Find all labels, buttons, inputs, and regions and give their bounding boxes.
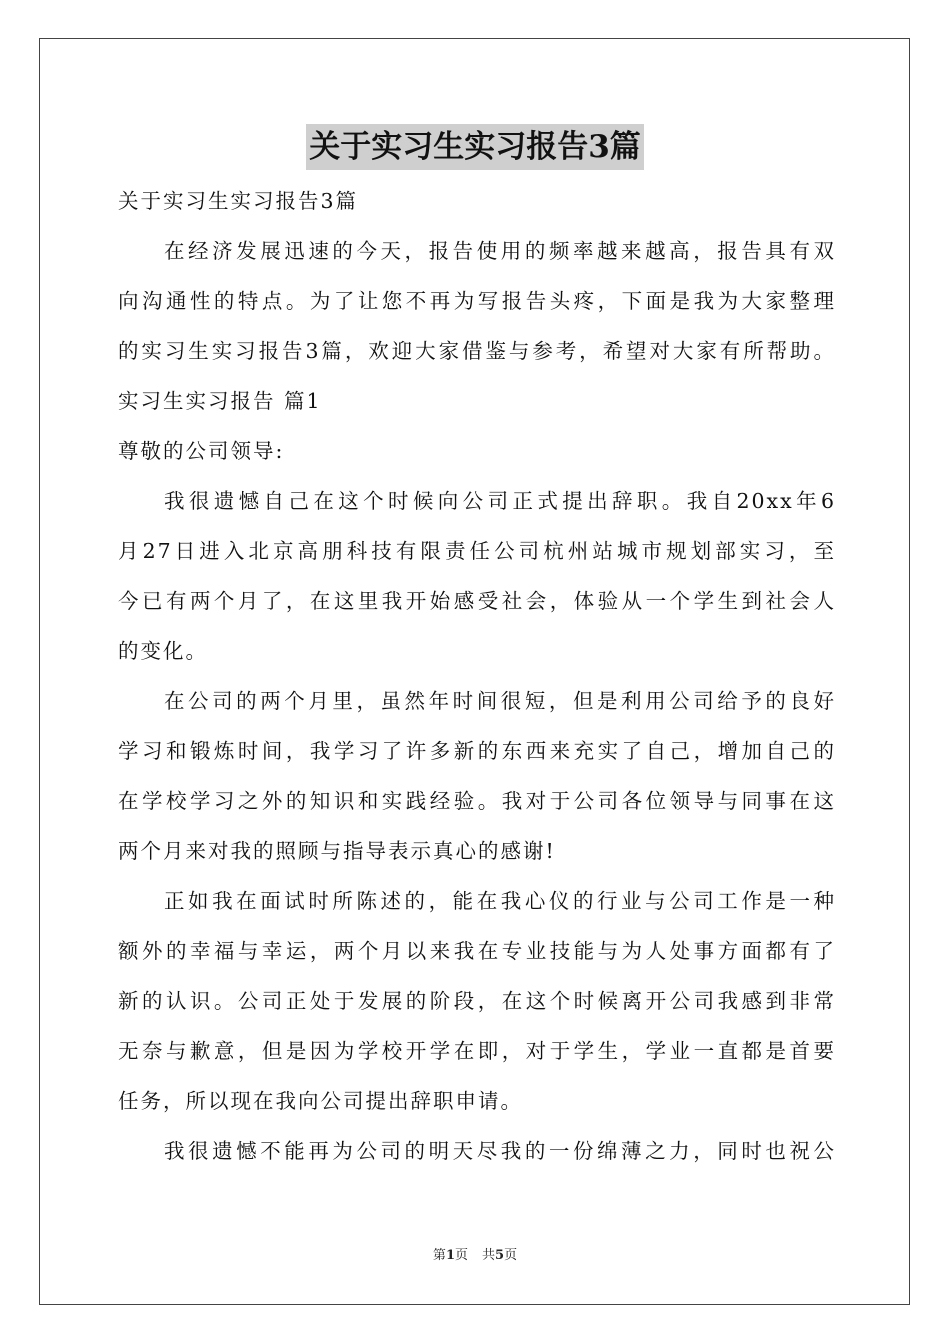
paragraph-line: 新的认识。公司正处于发展的阶段，在这个时候离开公司我感到非常 <box>118 989 836 1013</box>
paragraph-line: 两个月来对我的照顾与指导表示真心的感谢! <box>118 839 556 863</box>
document-title: 关于实习生实习报告3篇 <box>306 124 644 170</box>
subtitle-line: 关于实习生实习报告3篇 <box>118 189 359 213</box>
paragraph-line: 月27日进入北京高朋科技有限责任公司杭州站城市规划部实习，至 <box>118 539 836 563</box>
paragraph-line: 无奈与歉意，但是因为学校开学在即，对于学生，学业一直都是首要 <box>118 1039 836 1063</box>
paragraph-line: 的变化。 <box>118 639 208 663</box>
paragraph-line: 正如我在面试时所陈述的，能在我心仪的行业与公司工作是一种 <box>164 889 836 913</box>
paragraph-line: 在学校学习之外的知识和实践经验。我对于公司各位领导与同事在这 <box>118 789 836 813</box>
paragraph-line: 额外的幸福与幸运，两个月以来我在专业技能与为人处事方面都有了 <box>118 939 836 963</box>
paragraph-line: 今已有两个月了，在这里我开始感受社会，体验从一个学生到社会人 <box>118 589 836 613</box>
paragraph-line: 向沟通性的特点。为了让您不再为写报告头疼，下面是我为大家整理 <box>118 289 836 313</box>
total-pages-number: 5 <box>495 1248 505 1263</box>
paragraph-line: 我很遗憾不能再为公司的明天尽我的一份绵薄之力，同时也祝公 <box>164 1139 836 1163</box>
paragraph-line: 在经济发展迅速的今天，报告使用的频率越来越高，报告具有双 <box>164 239 836 263</box>
section-heading: 实习生实习报告 篇1 <box>118 389 322 413</box>
paragraph-line: 的实习生实习报告3篇，欢迎大家借鉴与参考，希望对大家有所帮助。 <box>118 339 836 363</box>
paragraph-line: 我很遗憾自己在这个时候向公司正式提出辞职。我自20xx年6 <box>164 489 836 513</box>
title-container <box>0 124 950 170</box>
page-prefix: 第 <box>432 1248 446 1263</box>
page-footer <box>0 1244 950 1263</box>
total-suffix: 页 <box>504 1248 518 1263</box>
paragraph-line: 在公司的两个月里，虽然年时间很短，但是利用公司给予的良好 <box>164 689 836 713</box>
total-prefix: 共 <box>482 1248 496 1263</box>
paragraph-line: 学习和锻炼时间，我学习了许多新的东西来充实了自己，增加自己的 <box>118 739 836 763</box>
current-page-number: 1 <box>445 1248 455 1263</box>
paragraph-line: 任务，所以现在我向公司提出辞职申请。 <box>118 1089 523 1113</box>
document-body <box>118 176 836 1176</box>
salutation: 尊敬的公司领导: <box>118 439 285 463</box>
page-suffix: 页 <box>454 1248 468 1263</box>
